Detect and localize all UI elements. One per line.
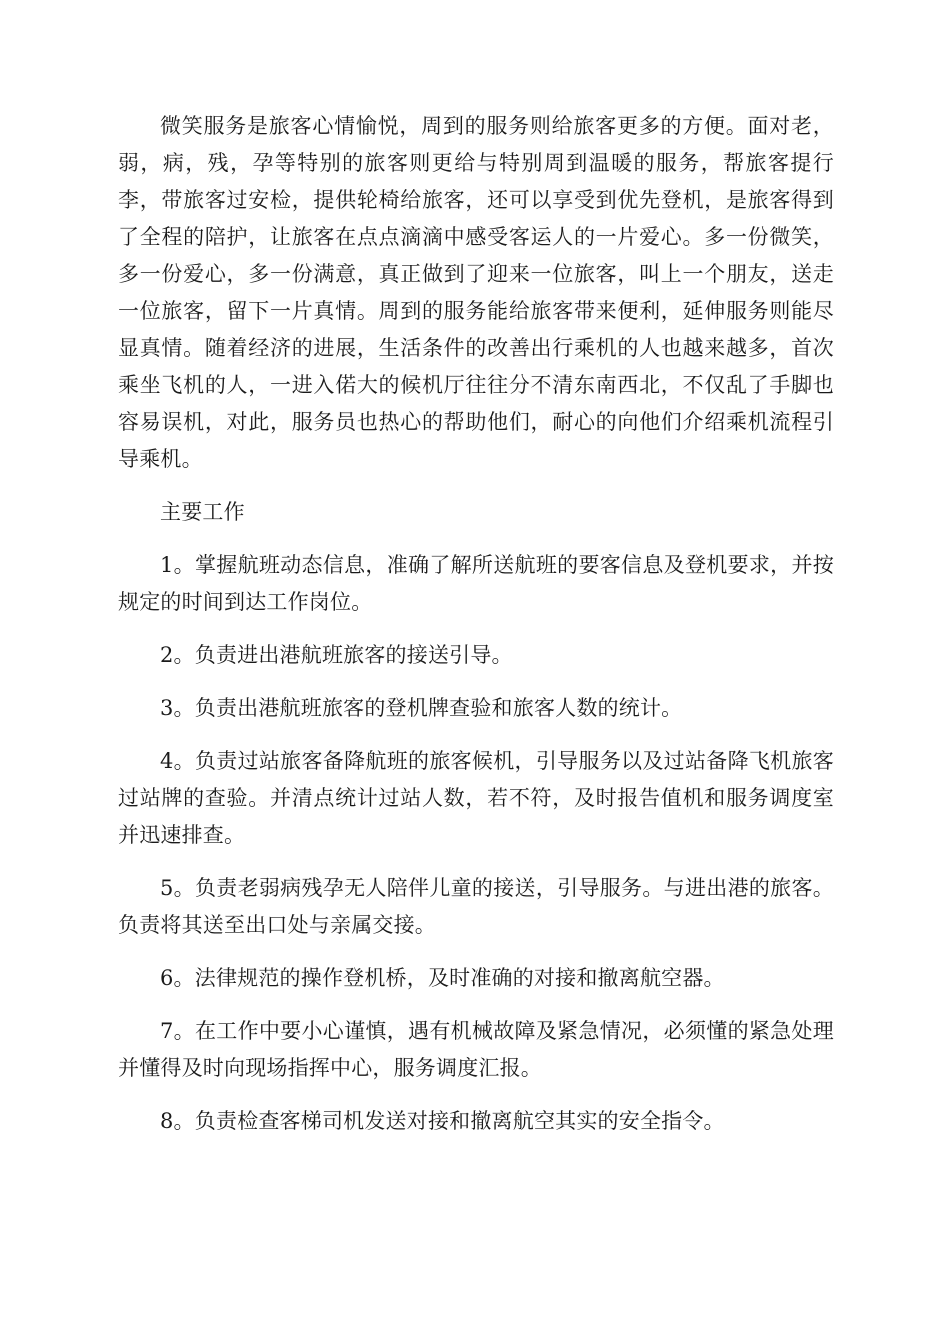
list-item: 1。掌握航班动态信息，准确了解所送航班的要客信息及登机要求，并按规定的时间到达工作岗位。 [118,553,834,614]
intro-paragraph: 微笑服务是旅客心情愉悦，周到的服务则给旅客更多的方便。面对老，弱，病，残，孕等特别的旅客则更给与特别周到温暖的服务，帮旅客提行李，带旅客过安检，提供轮椅给旅客，还可以享受到优先登机，是旅客得到了全程的陪护，让旅客在点点滴滴中感受客运人的一片爱心。多一份微笑，多一份爱心，多一份满意，真正做到了迎来一位旅客，叫上一个朋友，送走一位旅客，留下一片真情。周到的服务能给旅客带来便利，延伸服务则能尽显真情。随着经济的进展，生活条件的改善出行乘机的人也越来越多，首次乘坐飞机的人，一进入偌大的候机厅往往分不清东南西北，不仅乱了手脚也容易误机，对此，服务员也热心的帮助他们，耐心的向他们介绍乘机流程引导乘机。 [118,114,834,471]
section-title: 主要工作 [160,500,245,524]
list-item: 7。在工作中要小心谨慎，遇有机械故障及紧急情况，必须懂的紧急处理并懂得及时向现场指挥中心，服务调度汇报。 [118,1019,834,1080]
list-item: 5。负责老弱病残孕无人陪伴儿童的接送，引导服务。与进出港的旅客。负责将其送至出口处与亲属交接。 [118,876,834,937]
list-item: 3。负责出港航班旅客的登机牌查验和旅客人数的统计。 [160,696,683,720]
document-page [118,108,834,1156]
list-item: 6。法律规范的操作登机桥，及时准确的对接和撤离航空器。 [160,966,725,990]
list-item: 8。负责检查客梯司机发送对接和撤离航空其实的安全指令。 [160,1109,725,1133]
list-item: 2。负责进出港航班旅客的接送引导。 [160,643,513,667]
list-item: 4。负责过站旅客备降航班的旅客候机，引导服务以及过站备降飞机旅客过站牌的查验。并清点统计过站人数，若不符，及时报告值机和服务调度室并迅速排查。 [118,749,834,847]
